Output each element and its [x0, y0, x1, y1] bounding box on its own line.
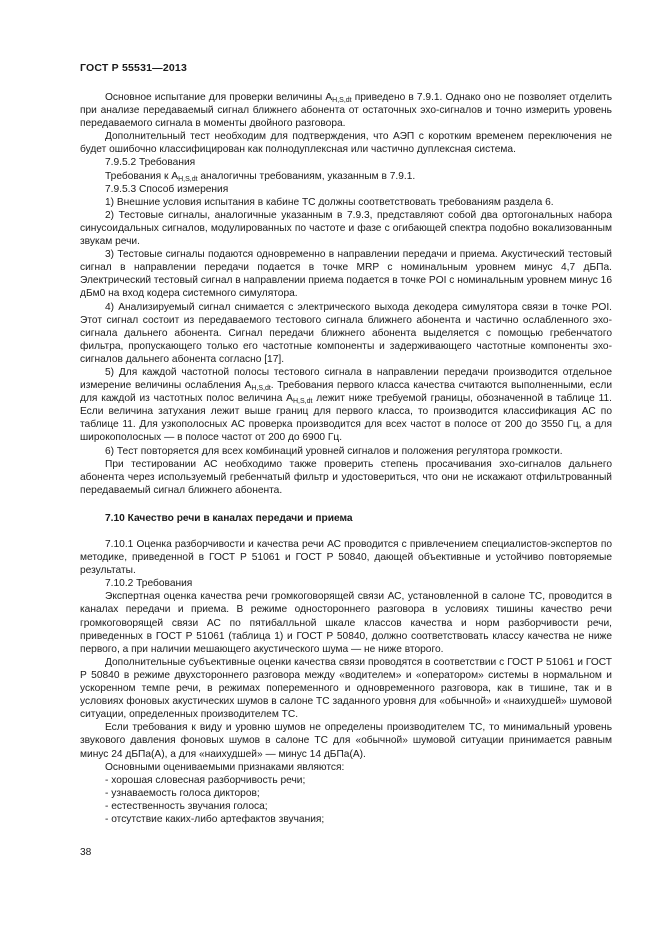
list-item: 1) Внешние условия испытания в кабине ТС должны соответствовать требованиям раздела 6.	[105, 196, 554, 208]
section-heading: 7.10 Качество речи в каналах передачи и приема	[105, 512, 353, 524]
paragraph: Дополнительный тест необходим для подтверждения, что АЭП с коротким временем переключения не будет ошибочно классифицирован как полнодуплексная или частично дуплексная система.	[80, 131, 612, 156]
list-item: - узнаваемость голоса дикторов;	[105, 787, 260, 799]
list-item: - естественность звучания голоса;	[105, 800, 268, 812]
subsection-title: 7.9.5.2 Требования	[105, 157, 196, 169]
page-number: 38	[80, 847, 92, 858]
paragraph: Основное испытание для проверки величины $A_{H,S,dt}$ приведено в 7.9.1. Однако оно не позволяет отделить при анализе передаваемый сигнал ближнего абонента от остаточных эхо-сигналов и точно измерить уровень передаваемого сигнала в моменты двойного разговора.	[80, 92, 613, 130]
paragraph: Основными оцениваемыми признаками являются:	[105, 761, 345, 773]
list-item: - отсутствие каких-либо артефактов звучания;	[105, 813, 325, 825]
paragraph: Требования к $A_{H,S,dt}$ аналогичны требованиям, указанным в 7.9.1.	[105, 170, 416, 183]
paragraph: При тестировании АС необходимо также проверить степень просачивания эхо-сигналов дальнего абонента через используемый гребенчатый фильтр и удостовериться, что они не искажают отфильтрованный передаваемый сигнал ближнего абонента.	[80, 458, 612, 496]
paragraph: 7.10.1 Оценка разборчивости и качества речи АС проводится с привлечением специалистов-экспертов по методике, приведенной в ГОСТ Р 51061 и ГОСТ Р 50840, дающей объективные и устойчиво повторяемые результаты.	[80, 539, 612, 577]
document-body	[80, 91, 612, 826]
list-item: 3) Тестовые сигналы подаются одновременно в направлении передачи и приема. Акустический тестовый сигнал в направлении передачи подается в точке MRP с номинальным уровнем минус 4,7 дБПа. Электрический тестовый сигнал в направлении приема подается в точке POI с номинальным уровнем минус 16 дБм0 на вход кодера системного симулятора.	[80, 249, 612, 300]
paragraph: Дополнительные субъективные оценки качества связи проводятся в соответствии с ГОСТ Р 51061 и ГОСТ Р 50840 в режиме двухстороннего разговора между «водителем» и «оператором» системы в нормальном и ускоренном темпе речи, в режимах попеременного и одновременного разговора, как в тишине, так и в условиях фоновых акустических шумов в салоне ТС заданного уровня для «обычной» и «наихудшей» шумовой ситуации, определенных производителем ТС.	[80, 656, 612, 721]
subsection-title: 7.10.2 Требования	[105, 578, 193, 590]
list-item: 2) Тестовые сигналы, аналогичные указанным в 7.9.3, представляют собой два ортогональных набора синусоидальных сигналов, модулированных по частоте и фазе с огибающей спектра подобно вокализованным звукам речи.	[80, 209, 612, 248]
list-item: 4) Анализируемый сигнал снимается с электрического выхода декодера симулятора связи в точке POI. Этот сигнал состоит из передаваемого тестового сигнала ближнего абонента и частично ослабленного эхо-сигнала дальнего абонента. Сигнал передачи ближнего абонента выделяется с помощью гребенчатого фильтра, пропускающего только его частотные компоненты и задерживающего частотные компоненты эхо-сигналов дальнего абонента согласно [17].	[80, 301, 612, 365]
paragraph: Экспертная оценка качества речи громкоговорящей связи АС, установленной в салоне ТС, проводится в каналах передачи и приема. В режиме одностороннего разговора в условиях тишины качество речи громкоговорящей связи АС по пятибалльной шкале классов качества и норм разборчивости речи, приведенных в ГОСТ Р 51061 (таблица 1) и ГОСТ Р 50840, должно соответствовать классу качества не ниже первого, а при наличии мешающего акустического шума — не ниже второго.	[80, 591, 612, 655]
list-item: 5) Для каждой частотной полосы тестового сигнала в направлении передачи производится отдельное измерение величины ослабления $A_{H,S,dt}$. Требования первого класса качества считаются выполненными, если для каждой из частотных полос величина $A_{H,S,dt}$ лежит ниже требуемой границы, обозначенной в таблице 11. Если величина затухания лежит выше границ для первого класса, то производится классификация АС по таблице 11. Для узкополосных АС проверка производится для всех частот в полосе от 200 до 3550 Гц, а для широкополосных — в полосе частот от 200 до 6900 Гц.	[80, 366, 613, 444]
list-item: - хорошая словесная разборчивость речи;	[105, 774, 306, 786]
subsection-title: 7.9.5.3 Способ измерения	[105, 183, 229, 195]
paragraph: Если требования к виду и уровню шумов не определены производителем ТС, то минимальный уровень звукового давления фоновых шумов в салоне ТС для «обычной» шумовой ситуации принимается равным минус 24 дБПа(А), а для «наихудшей» — минус 14 дБПа(А).	[80, 722, 612, 760]
list-item: 6) Тест повторяется для всех комбинаций уровней сигналов и положения регулятора громкости.	[105, 445, 563, 457]
standard-header: ГОСТ Р 55531—2013	[80, 62, 188, 74]
